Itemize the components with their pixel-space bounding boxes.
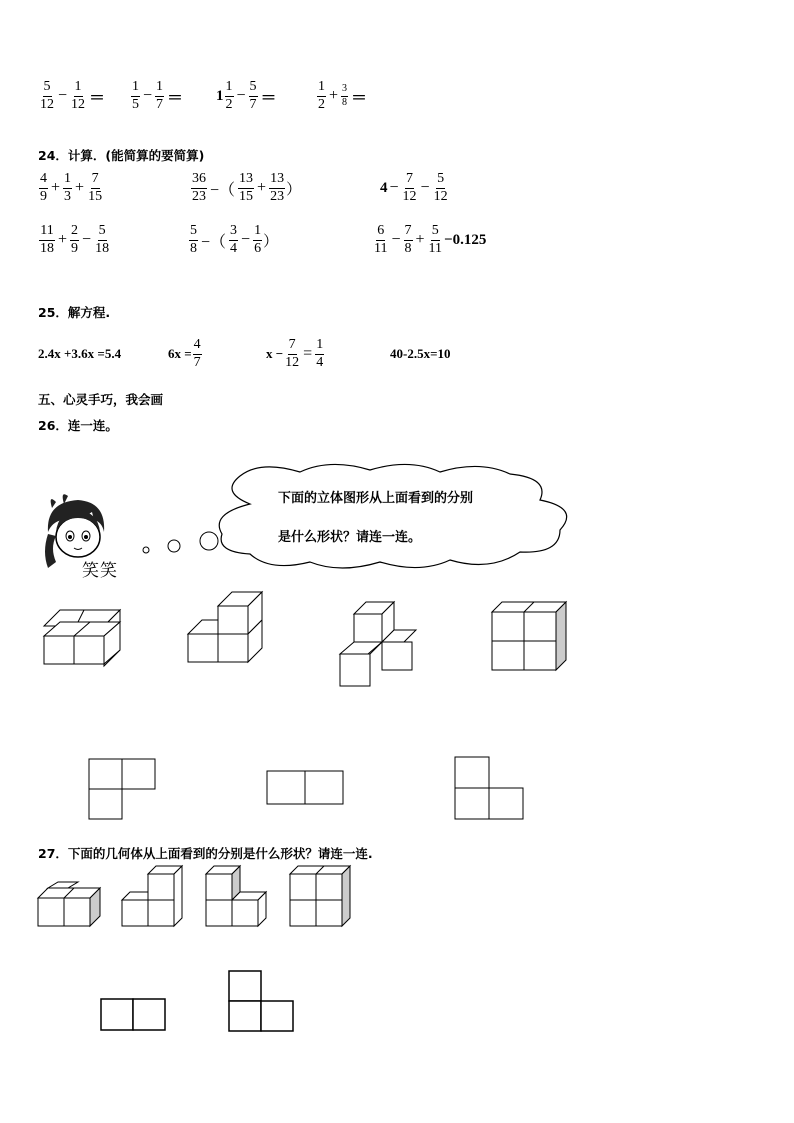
- fraction: $\frac{5}{12}$: [40, 79, 54, 112]
- fraction: $\frac{1}{7}$: [156, 79, 164, 112]
- q27-top-view-2: [228, 970, 296, 1034]
- q25-eq-2: 6x = $\frac{4}{7}$: [168, 337, 201, 370]
- q24-title: 24．计算．(能简算的要简算): [38, 148, 205, 163]
- q25-eq-4: 40-2.5x=10: [390, 346, 451, 361]
- fraction: $\frac{1}{2}$: [318, 79, 325, 112]
- q27-title: 27．下面的几何体从上面看到的分别是什么形状？请连一连.: [38, 846, 373, 861]
- q26-title: 26．连一连。: [38, 418, 118, 433]
- solid-shape-3: [340, 602, 416, 688]
- fraction: $\frac{1}{5}$: [132, 79, 139, 112]
- fraction: $\frac{5}{7}$: [249, 79, 257, 112]
- q25-title: 25．解方程.: [38, 305, 111, 320]
- solid-shape-1: [44, 610, 124, 666]
- fraction: $\frac{3}{8}$: [342, 83, 348, 108]
- fraction: $\frac{1}{2}$: [225, 79, 233, 112]
- q24-expr-6: $\frac{6}{11}$ − $\frac{7}{8}$ + $\frac{5}{11}$ −0.125: [374, 223, 487, 256]
- row1-expr-4: $\frac{1}{2}$ + $\frac{3}{8}$ ＝: [318, 79, 368, 112]
- q25-eq-3: x − $\frac{7}{12}$ = $\frac{1}{4}$: [266, 337, 324, 370]
- fraction: $\frac{1}{12}$: [71, 79, 86, 112]
- q27-solid-4: [290, 866, 354, 928]
- top-view-1: [88, 758, 158, 820]
- q27-solid-2: [122, 866, 184, 928]
- q24-expr-5: $\frac{5}{8}$ −（ $\frac{3}{4}$ − $\frac{1}{6}$ ）: [190, 223, 279, 256]
- row1-expr-3: 1 $\frac{1}{2}$ − $\frac{5}{7}$ ＝: [216, 79, 277, 112]
- solid-shape-4: [492, 602, 568, 672]
- girl-label: 笑笑: [82, 561, 118, 581]
- bubble-line-1: 下面的立体图形从上面看到的分别: [278, 491, 474, 506]
- top-view-3: [454, 756, 526, 820]
- bubble-line-2: 是什么形状？请连一连。: [278, 530, 422, 545]
- section-5-title: 五、心灵手巧，我会画: [38, 392, 164, 407]
- row1-expr-2: $\frac{1}{5}$ − $\frac{1}{7}$ ＝: [132, 79, 184, 112]
- top-view-2: [266, 770, 346, 806]
- solid-shape-2: [188, 592, 262, 664]
- q27-solid-3: [206, 866, 270, 928]
- thought-bubble: [140, 464, 590, 580]
- q24-expr-3: 4 − $\frac{7}{12}$ − $\frac{5}{12}$: [380, 171, 448, 204]
- row1-expr-1: $\frac{5}{12}$ − $\frac{1}{12}$ ＝: [40, 79, 106, 112]
- q27-top-view-1: [100, 998, 168, 1032]
- q24-expr-2: $\frac{36}{23}$ −（ $\frac{13}{15}$ + $\frac{13}{23}$ ）: [192, 171, 302, 204]
- q24-expr-4: $\frac{11}{18}$ + $\frac{2}{9}$ − $\frac{5}{18}$: [40, 223, 110, 256]
- q27-solid-1: [38, 882, 100, 928]
- q24-expr-1: $\frac{4}{9}$ + $\frac{1}{3}$ + $\frac{7}{15}$: [40, 171, 103, 204]
- q25-eq-1: 2.4x +3.6x =5.4: [38, 346, 122, 361]
